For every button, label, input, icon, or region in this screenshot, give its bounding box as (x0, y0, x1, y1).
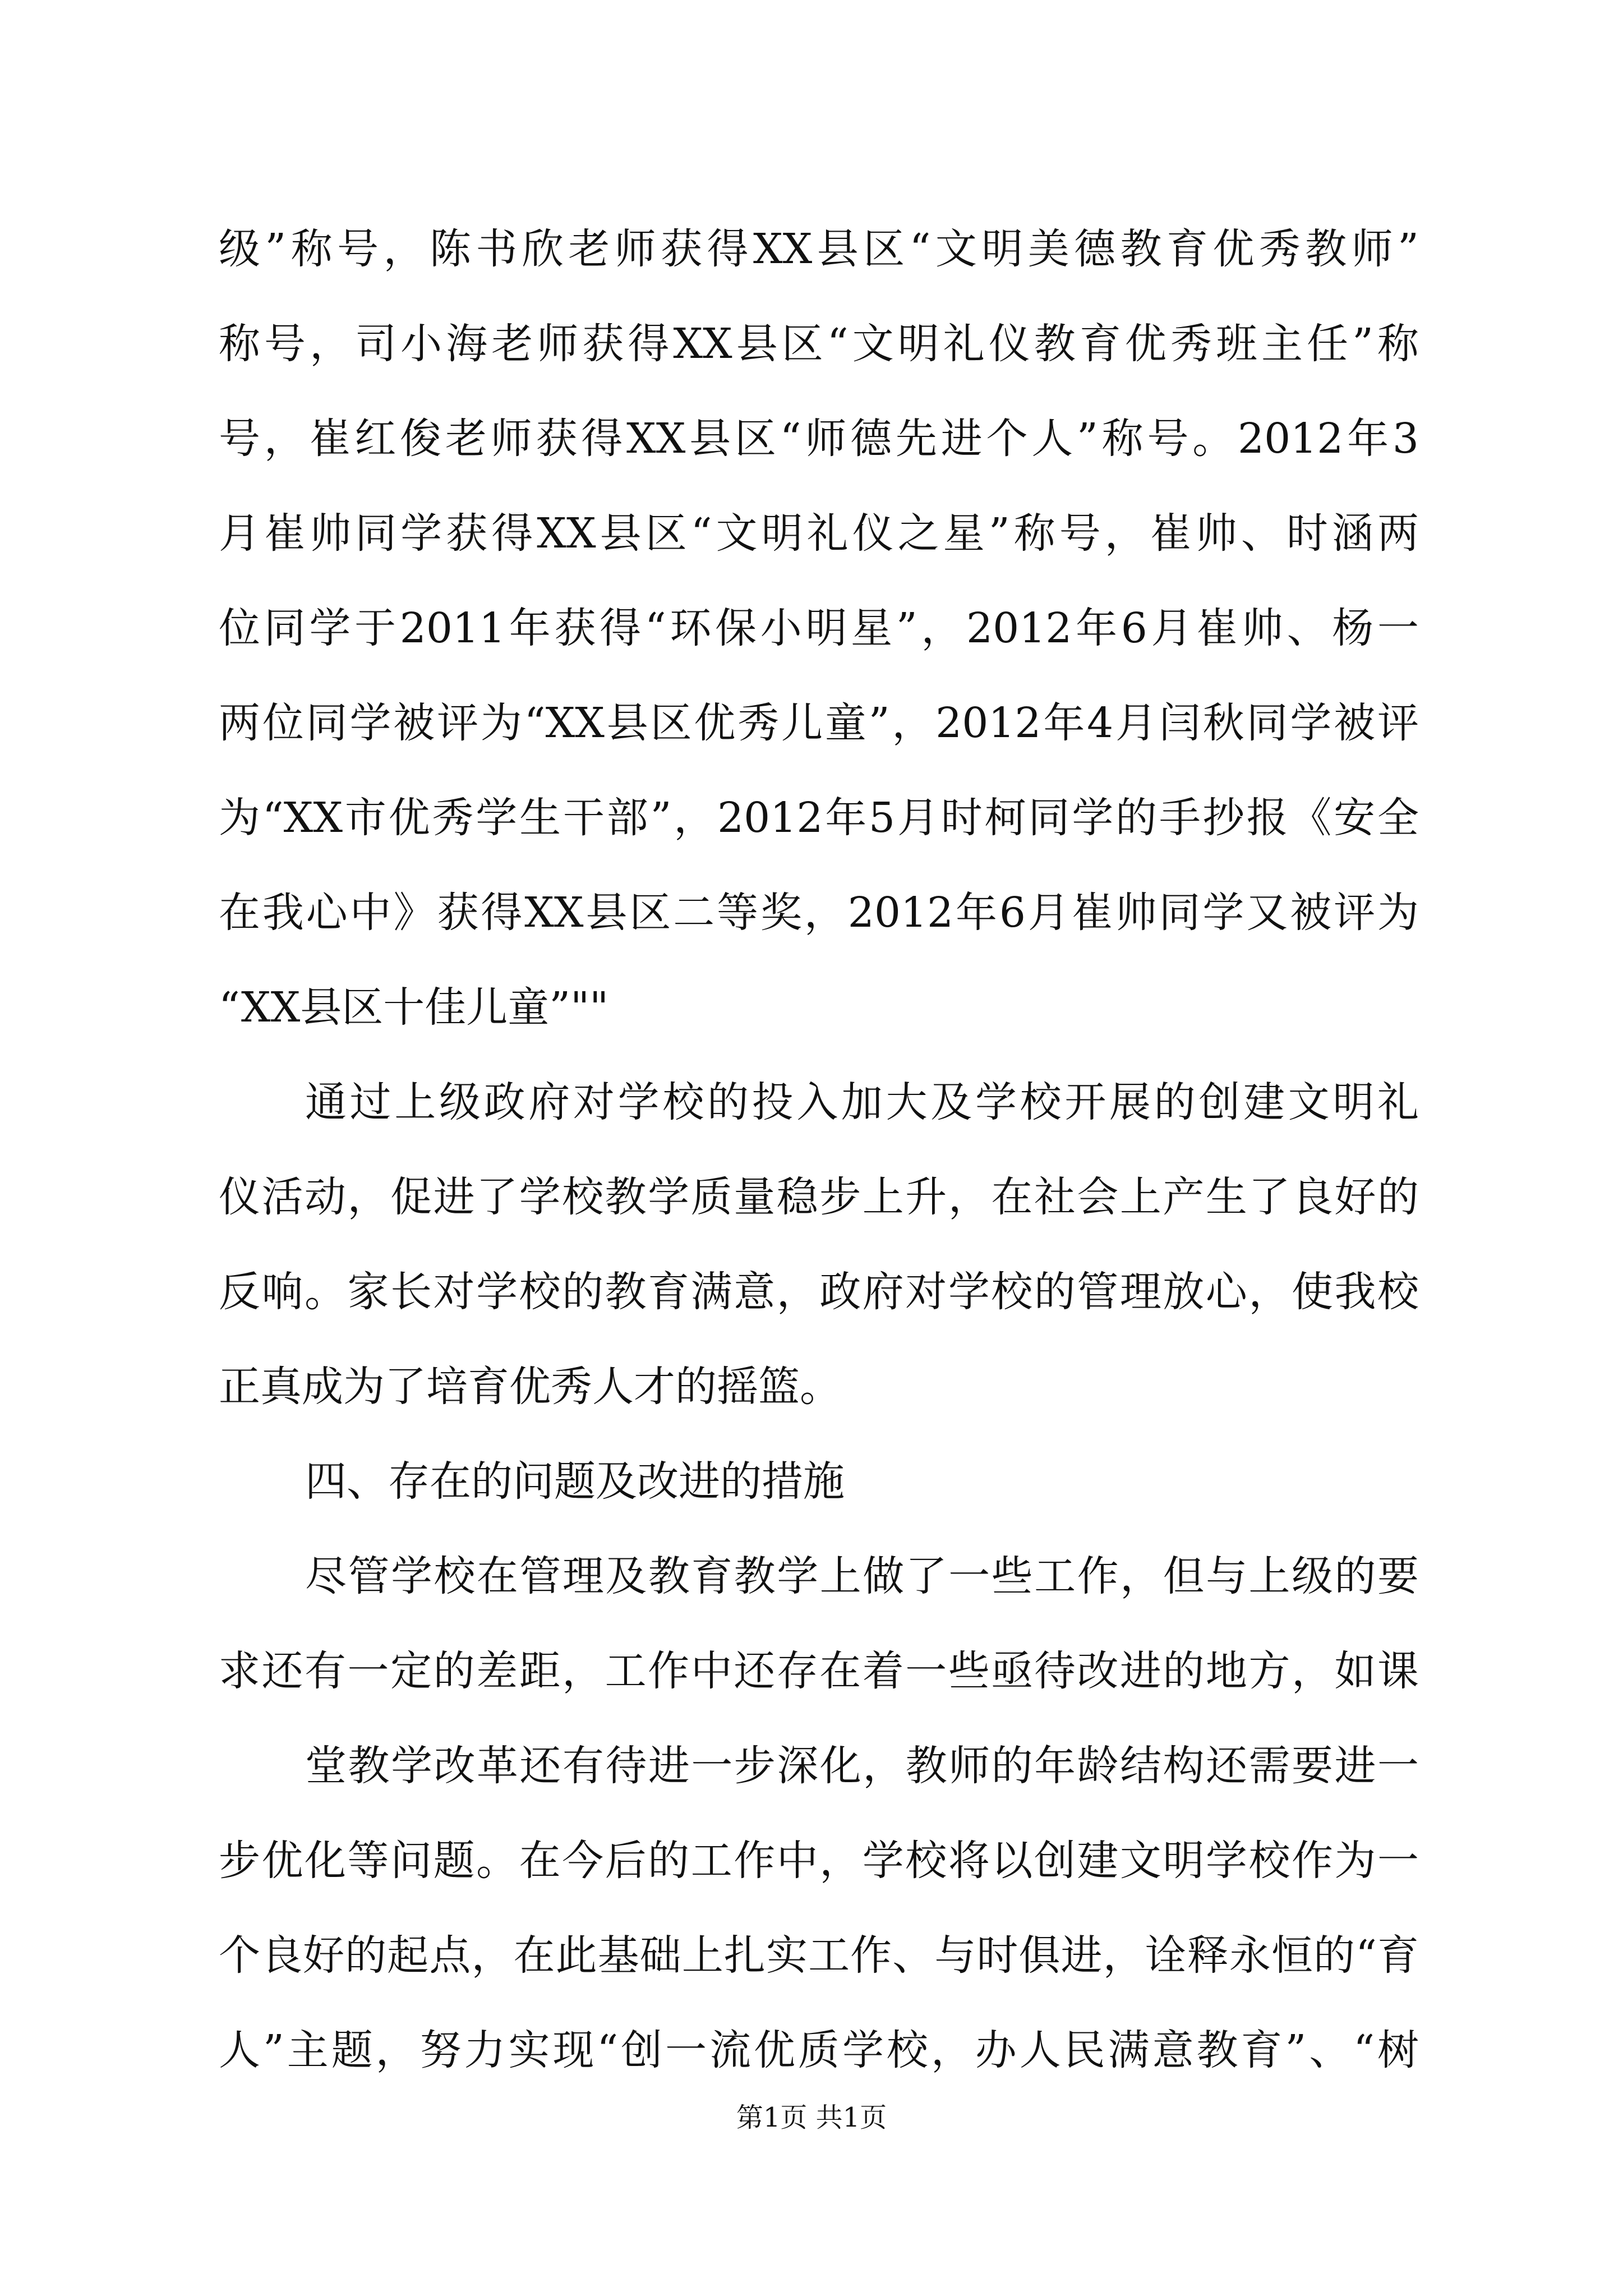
text-line: 求还有一定的差距，工作中还存在着一些亟待改进的地方，如课 (219, 1647, 1419, 1695)
page-footer (0, 2098, 1623, 2137)
text-line: 月崔帅同学获得XX县区“文明礼仪之星”称号，崔帅、时涵两 (219, 509, 1419, 558)
text-line: 称号，司小海老师获得XX县区“文明礼仪教育优秀班主任”称 (219, 320, 1419, 368)
text-line: “XX县区十佳儿童”"" (219, 983, 609, 1032)
text-line: 堂教学改革还有待进一步深化，教师的年龄结构还需要进一 (305, 1742, 1419, 1790)
section-heading: 四、存在的问题及改进的措施 (305, 1457, 845, 1506)
text-line: 反响。家长对学校的教育满意，政府对学校的管理放心，使我校 (219, 1268, 1419, 1316)
text-line: 级”称号，陈书欣老师获得XX县区“文明美德教育优秀教师” (219, 225, 1419, 273)
text-line: 在我心中》获得XX县区二等奖，2012年6月崔帅同学又被评为 (219, 889, 1419, 937)
text-line: 为“XX市优秀学生干部”，2012年5月时柯同学的手抄报《安全 (219, 794, 1419, 842)
text-line: 两位同学被评为“XX县区优秀儿童”，2012年4月闫秋同学被评 (219, 699, 1419, 747)
text-line: 人”主题，努力实现“创一流优质学校，办人民满意教育”、“树 (219, 2026, 1419, 2074)
text-line: 个良好的起点，在此基础上扎实工作、与时俱进，诠释永恒的“育 (219, 1931, 1419, 1980)
text-line: 号，崔红俊老师获得XX县区“师德先进个人”称号。2012年3 (219, 415, 1419, 463)
text-line: 步优化等问题。在今后的工作中，学校将以创建文明学校作为一 (219, 1837, 1419, 1885)
text-line: 通过上级政府对学校的投入加大及学校开展的创建文明礼 (305, 1078, 1419, 1126)
text-line: 正真成为了培育优秀人才的摇篮。 (219, 1363, 841, 1411)
text-line: 位同学于2011年获得“环保小明星”，2012年6月崔帅、杨一 (219, 604, 1419, 652)
text-line: 仪活动，促进了学校教学质量稳步上升，在社会上产生了良好的 (219, 1173, 1419, 1221)
text-line: 尽管学校在管理及教育教学上做了一些工作，但与上级的要 (305, 1552, 1419, 1600)
page-number: 第1页 共1页 (736, 2102, 887, 2133)
document-body (219, 202, 1419, 2098)
